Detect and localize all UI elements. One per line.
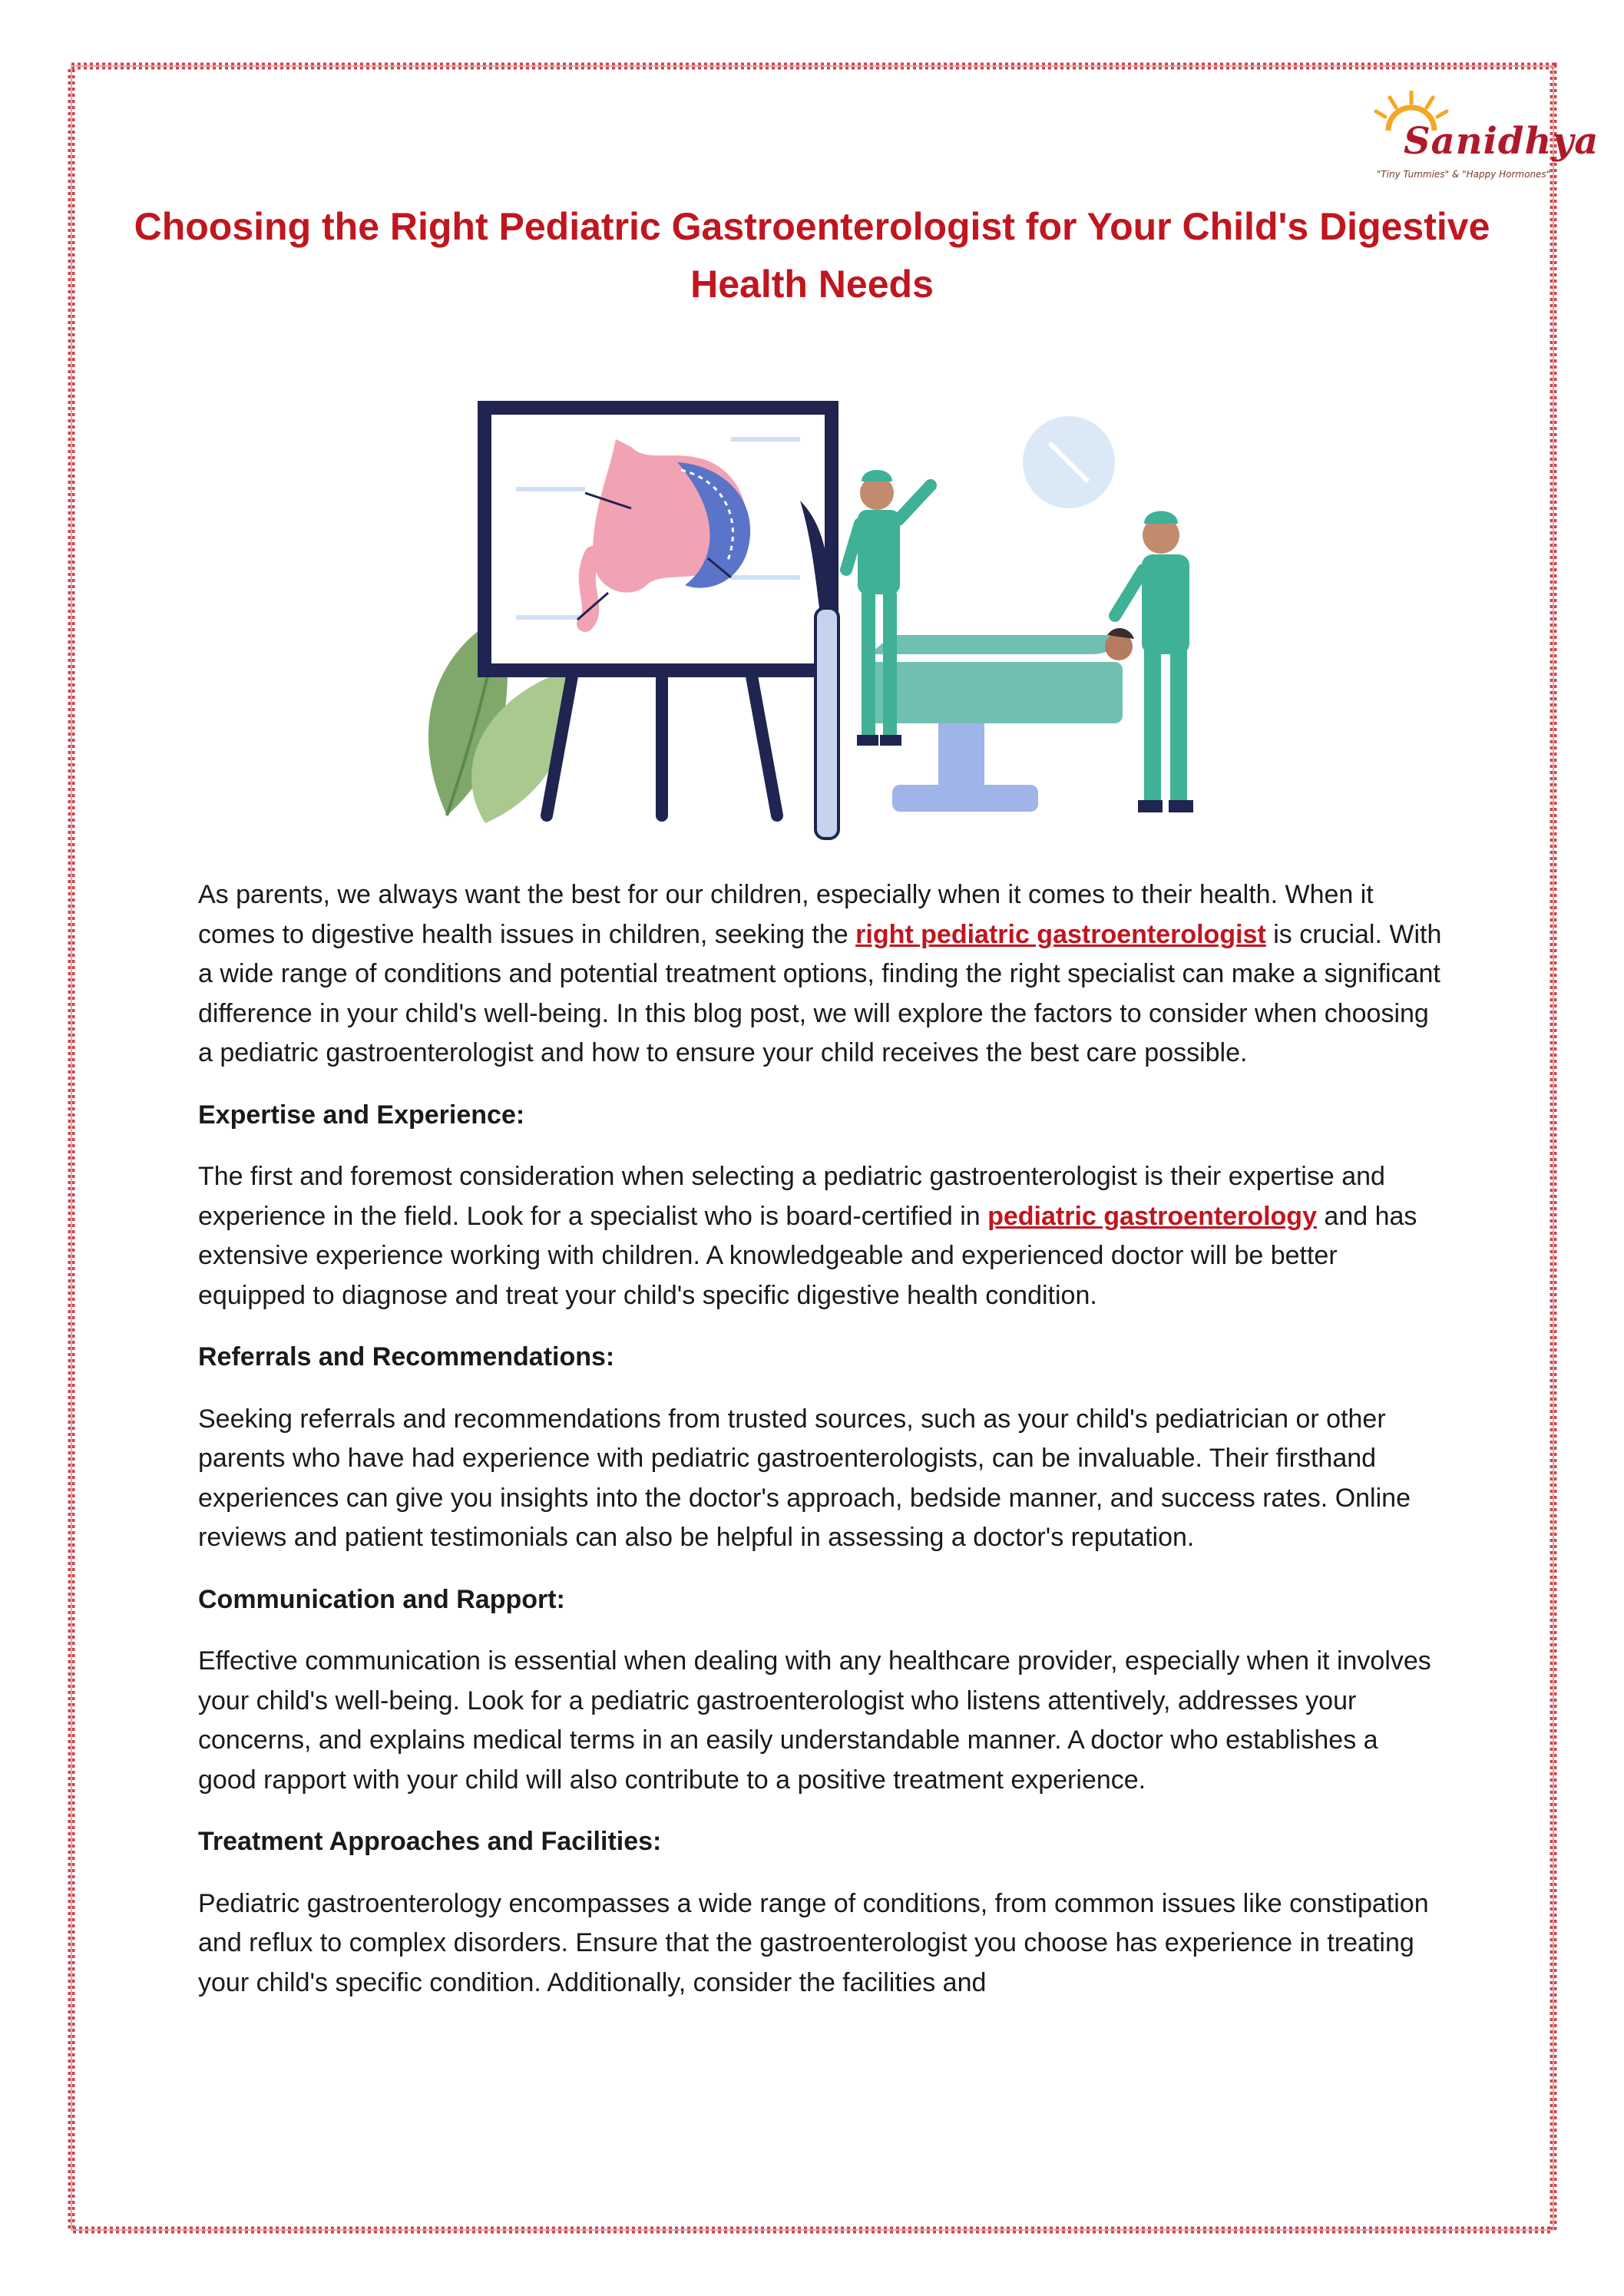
section-paragraph-communication: Effective communication is essential when dealing with any healthcare provider, especially when it involves your child's well-being. Look for a pediatric gastroenterologist who listens attentively, addresses your concerns, and explains medical terms in an easily understandable manner. A doctor who establishes a good rapport with your child will also contribute to a positive treatment experience. [198, 1646, 1431, 1795]
section-heading-expertise: Expertise and Experience: [198, 1100, 525, 1130]
stomach-surgery-illustration [401, 332, 1252, 851]
page-title: Choosing the Right Pediatric Gastroenterologist for Your Child's Digestive Health Needs [134, 205, 1490, 306]
section-paragraph-treatment: Pediatric gastroenterology encompasses a wide range of conditions, from common issues like constipation and reflux to complex disorders. Ensure that the gastroenterologist you choose has experience in treating your child's specific condition. Additionally, consider the facilities and [198, 1888, 1429, 1997]
intro-paragraph: As parents, we always want the best for our children, especially when it comes to their health. When it comes to digestive health issues in children, seeking the right pediatric gastroenterologist is crucial. With a wide range of conditions and potential treatment options, finding the right specialist can make a significant difference in your child's well-being. In this blog post, we will explore the factors to consider when choosing a pediatric gastroenterologist and how to ensure your child receives the best care possible. [198, 880, 1442, 1067]
section-paragraph-referrals: Seeking referrals and recommendations from trusted sources, such as your child's pediatrician or other parents who have had experience with pediatric gastroenterologists, can be invaluable. Their firsthand experiences can give you insights into the doctor's approach, bedside manner, and success rates. Online reviews and patient testimonials can also be helpful in assessing a doctor's reputation. [198, 1404, 1411, 1552]
section-heading-treatment: Treatment Approaches and Facilities: [198, 1827, 662, 1856]
article-body [198, 875, 1442, 2025]
brand-name: Sanidhya [1404, 120, 1599, 163]
section-heading-communication: Communication and Rapport: [198, 1584, 565, 1614]
section-paragraph-expertise: The first and foremost consideration when selecting a pediatric gastroenterologist is their expertise and experience in the field. Look for a specialist who is board-certified in pediatric gastroenterology and has extensive experience working with children. A knowledgeable and experienced doctor will be better equipped to diagnose and treat your child's specific digestive health condition. [198, 1162, 1417, 1310]
brand-tagline: "Tiny Tummies" & "Happy Hormones" [1376, 169, 1551, 180]
operating-table-icon [862, 628, 1134, 812]
section-heading-referrals: Referrals and Recommendations: [198, 1342, 615, 1371]
surgeon-right-icon [1115, 511, 1193, 813]
brand-logo [1373, 91, 1599, 190]
lamp-icon [1023, 416, 1115, 508]
right-pediatric-gastroenterologist-link[interactable]: right pediatric gastroenterologist [855, 919, 1266, 949]
pediatric-gastroenterology-link[interactable]: pediatric gastroenterology [987, 1201, 1317, 1231]
